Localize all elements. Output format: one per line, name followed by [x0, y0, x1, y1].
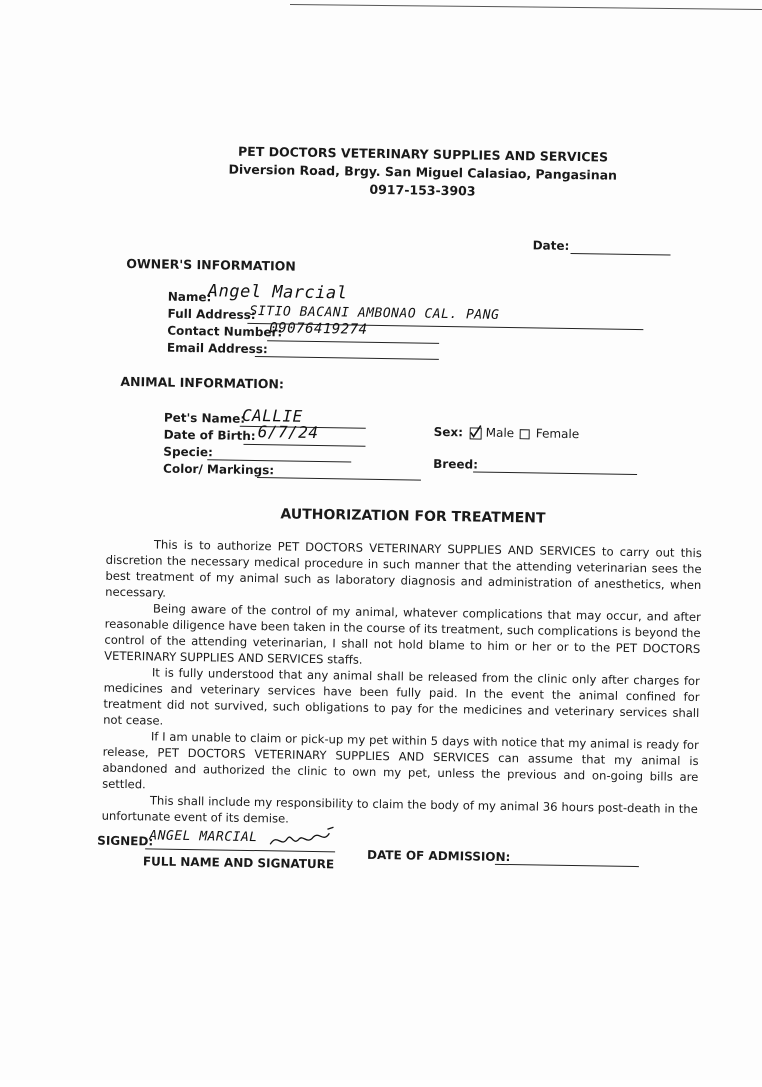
authorization-paragraph-2: Being aware of the control of my animal, whatever complications that may occur, and after reasonable diligence have been taken in the course of its treatment, such complications is beyond the control of the attending veterinarian, I shall not hold blame to him or her or to the PET DOCTORS VETERINARY SUPPLIES AND SERVICES staffs.	[104, 601, 701, 667]
breed-field[interactable]	[473, 471, 637, 475]
dob-line	[243, 444, 365, 447]
owner-name-value[interactable]: Angel Marcial	[207, 281, 348, 304]
animal-section-title: ANIMAL INFORMATION:	[120, 373, 285, 392]
color-markings-label: Color/ Markings:	[162, 461, 275, 478]
owner-address-label: Full Address:	[167, 306, 256, 323]
authorization-body	[102, 536, 702, 833]
business-phone: 0917-153-3903	[369, 181, 476, 199]
pet-name-value[interactable]: CALLIE	[241, 405, 303, 426]
dob-label: Date of Birth:	[163, 427, 256, 444]
sex-female-label: Female	[535, 426, 580, 442]
pet-name-label: Pet's Name:	[163, 410, 246, 426]
admission-date-label: DATE OF ADMISSION:	[366, 847, 511, 865]
authorization-paragraph-3: It is fully understood that any animal shall be released from the clinic only after charges for medicines and veterinary services have been fully paid. In the event the animal confined for treatment did not survived, such obligations to pay for the medicines and veterinary services shall not cease.	[103, 665, 700, 728]
business-address: Diversion Road, Brgy. San Miguel Calasiao, Pangasinan	[228, 161, 618, 183]
owner-contact-line	[267, 340, 439, 344]
authorization-paragraph-4: If I am unable to claim or pick-up my pet within 5 days with notice that my animal is ready for release, PET DOCTORS VETERINARY SUPPLIES AND SERVICES can assume that my animal is abandoned and authorized the clinic to own my pet, unless the previous and on-going bills are settled.	[102, 729, 699, 792]
sex-field	[434, 425, 580, 441]
date-field[interactable]	[571, 253, 671, 256]
business-name: PET DOCTORS VETERINARY SUPPLIES AND SERVICES	[237, 143, 609, 165]
authorization-paragraph-5: This shall include my responsibility to claim the body of my animal 36 hours post-death in the unfortunate event of its demise.	[101, 793, 698, 826]
checkmark-icon	[469, 424, 483, 438]
owner-contact-label: Contact Number:	[167, 323, 283, 340]
authorization-paragraph-1: This is to authorize PET DOCTORS VETERINARY SUPPLIES AND SERVICES to carry out this discretion the necessary medical procedure in such manner that the attending veterinarian sees the best treatment of my animal such as laboratory diagnosis and administration of anesthetics, when necessary.	[105, 537, 702, 600]
sex-label: Sex:	[433, 424, 464, 440]
owner-name-label: Name:	[167, 289, 212, 305]
sex-female-checkbox[interactable]	[520, 429, 530, 439]
dob-value[interactable]: 6/7/24	[257, 422, 319, 443]
sex-male-checkbox[interactable]	[470, 427, 482, 439]
owner-email-field[interactable]	[255, 356, 439, 360]
owner-section-title: OWNER'S INFORMATION	[126, 255, 296, 274]
authorization-title: AUTHORIZATION FOR TREATMENT	[280, 506, 546, 527]
sex-male-label: Male	[485, 425, 515, 441]
signed-label: SIGNED:	[97, 833, 154, 849]
breed-label: Breed:	[433, 456, 479, 472]
date-label: Date:	[532, 238, 570, 253]
signature-caption: FULL NAME AND SIGNATURE	[142, 854, 335, 872]
signed-name-value[interactable]: ANGEL MARCIAL	[149, 828, 258, 846]
specie-label: Specie:	[163, 444, 214, 460]
owner-address-value[interactable]: SITIO BACANI AMBONAO CAL. PANG	[249, 303, 500, 323]
owner-email-label: Email Address:	[166, 340, 268, 357]
color-markings-field[interactable]	[257, 477, 421, 481]
admission-date-field[interactable]	[495, 864, 639, 867]
owner-contact-value[interactable]: 09076419274	[269, 320, 368, 338]
